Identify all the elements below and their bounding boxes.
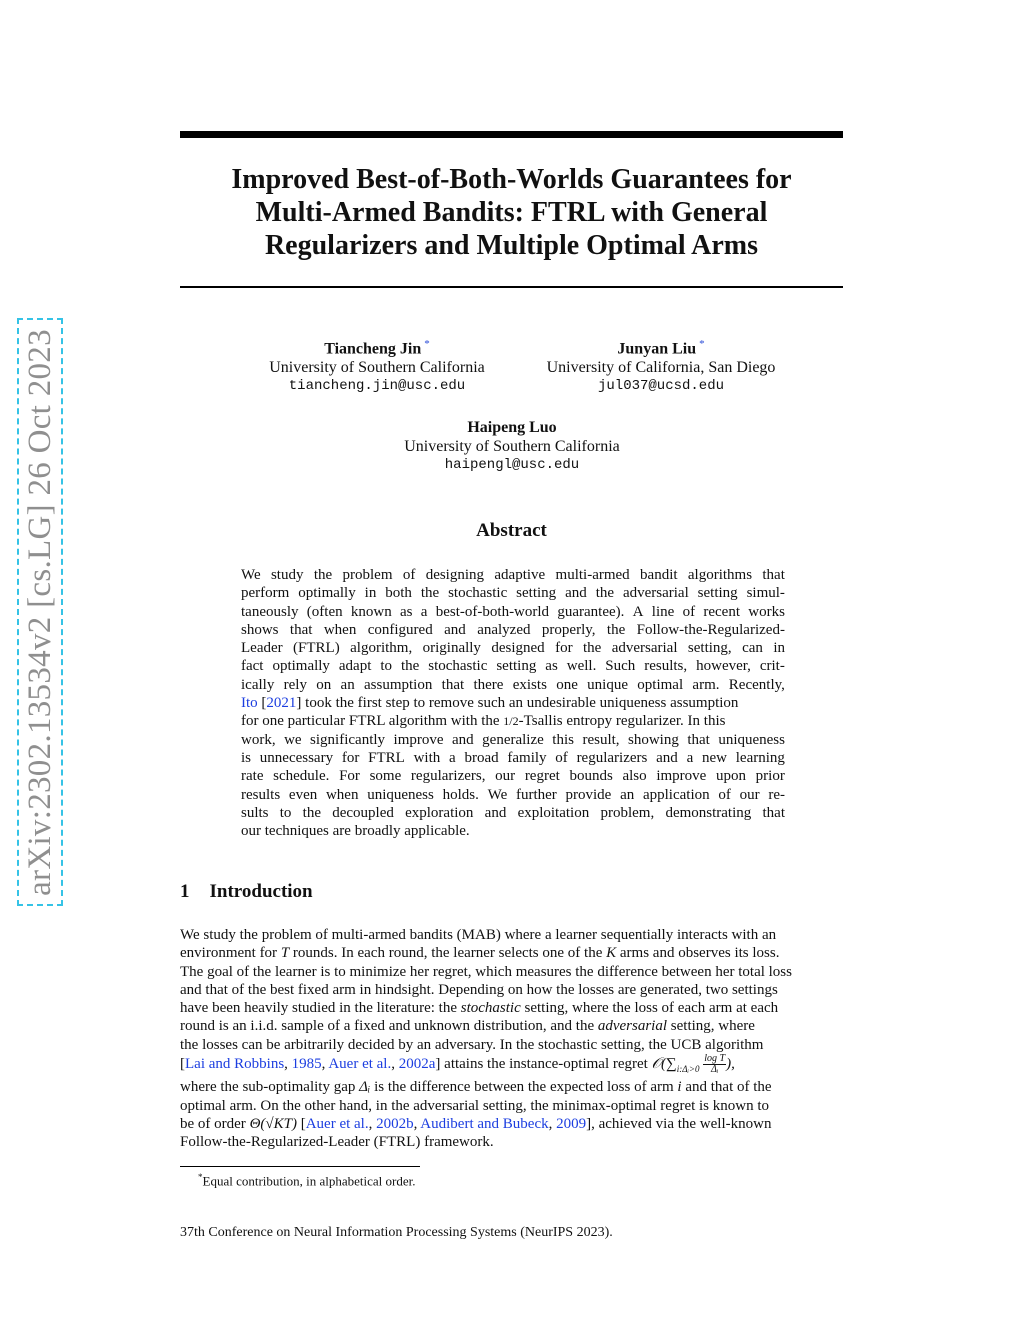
word: exploration	[405, 804, 474, 821]
word: of	[682, 603, 696, 620]
word: for	[341, 749, 360, 766]
word: assumption	[364, 676, 433, 693]
citation-link[interactable]: Ito	[241, 695, 258, 712]
word: the	[420, 585, 440, 602]
word: broad	[464, 749, 499, 766]
word: and	[452, 731, 474, 748]
citation-link[interactable]: Auer et al.	[305, 1115, 369, 1132]
word: of	[555, 749, 568, 766]
word: rate	[241, 768, 264, 785]
word: fact	[241, 658, 264, 675]
fraction-denominator: Δᵢ	[710, 1064, 719, 1076]
word: generalize	[482, 731, 544, 748]
word: algorithms	[687, 567, 753, 583]
word: that	[441, 676, 465, 693]
word: exists	[512, 676, 547, 693]
word: FTRL	[368, 749, 405, 766]
author-block-1	[232, 335, 522, 396]
word: an	[340, 676, 355, 693]
word: both	[385, 585, 412, 602]
emphasis-stochastic: stochastic	[460, 1000, 521, 1017]
arxiv-stamp	[17, 318, 63, 906]
word: schedule.	[273, 768, 330, 785]
abstract-line	[241, 657, 785, 675]
word: prior	[755, 768, 785, 785]
word: uniqueness	[367, 786, 434, 803]
author-name: Junyan Liu	[617, 340, 697, 358]
word: on	[316, 676, 332, 693]
word: one	[556, 676, 578, 693]
introduction-paragraph	[180, 926, 843, 1152]
word: holds.	[442, 786, 479, 803]
word: regularizers	[576, 749, 648, 766]
abstract-line	[241, 639, 785, 657]
word: exploitation	[517, 804, 590, 821]
word: bandit	[640, 567, 678, 583]
word: We	[241, 567, 261, 583]
word: when	[325, 786, 359, 803]
abstract-line	[241, 749, 785, 767]
footnote-rule	[180, 1166, 420, 1167]
abstract-line	[241, 804, 785, 822]
math-delta: Δᵢ	[359, 1079, 371, 1096]
abstract-line	[241, 676, 785, 694]
word: We	[487, 786, 508, 803]
word: significantly	[310, 731, 386, 748]
word: the	[595, 585, 615, 602]
citation-link[interactable]: 2002a	[398, 1056, 436, 1073]
word: adversarial	[622, 585, 689, 602]
word: unnecessary	[259, 749, 334, 766]
word: to	[279, 804, 292, 821]
author-name: Tiancheng Jin	[324, 340, 422, 358]
word: and	[484, 804, 507, 821]
fraction-numerator: log T	[704, 1053, 726, 1065]
abstract-line	[241, 566, 785, 584]
word: perform	[241, 585, 290, 602]
intro-line	[180, 1078, 843, 1096]
intro-line: optimal arm. On the other hand, in the adversarial setting, the minimax-optimal regret is known to	[180, 1097, 770, 1114]
word: and	[444, 621, 466, 638]
word: with	[413, 749, 441, 766]
word: however,	[696, 658, 751, 675]
abstract-line	[241, 731, 785, 749]
intro-line	[180, 1017, 843, 1035]
word: adaptive	[494, 567, 546, 583]
word: regularizers,	[410, 768, 486, 785]
word: can	[742, 640, 763, 657]
math-i: i	[677, 1079, 682, 1096]
author-affiliation: University of Southern California	[269, 359, 485, 377]
word: our	[495, 768, 516, 785]
author-affiliation: University of Southern California	[404, 438, 620, 455]
math-subscript: i:Δᵢ>0	[676, 1064, 700, 1075]
word: algorithm,	[350, 640, 413, 657]
word: is	[241, 749, 252, 766]
word: results,	[644, 658, 688, 675]
citation-link[interactable]: 1985	[291, 1056, 322, 1073]
title-bottom-rule	[180, 286, 843, 288]
section-number: 1	[180, 881, 190, 902]
word: problem,	[600, 804, 655, 821]
footnote-text: Equal contribution, in alphabetical order.	[202, 1173, 416, 1189]
word: uniqueness	[718, 731, 785, 748]
intro-text: rounds. In each round, the learner selects one of the	[292, 945, 603, 962]
word: for	[555, 640, 573, 657]
word: Recently,	[728, 676, 785, 693]
abstract-line	[241, 584, 785, 602]
word: in	[364, 585, 377, 602]
author-email: jul037@ucsd.edu	[597, 378, 725, 395]
word: problem	[342, 567, 393, 583]
word: properly,	[541, 621, 596, 638]
word: well.	[566, 658, 597, 675]
word: there	[473, 676, 504, 693]
word: that	[762, 567, 785, 583]
abstract-text: -Tsallis entropy regularizer. In this	[518, 713, 726, 730]
word: (FTRL)	[293, 640, 340, 657]
word: stochastic	[428, 658, 488, 675]
word: that	[289, 621, 313, 638]
abstract-line	[241, 712, 785, 730]
word: multi-armed	[555, 567, 630, 583]
math-O: 𝒪(∑	[651, 1056, 677, 1073]
word: and	[656, 749, 678, 766]
word: sults	[241, 804, 269, 821]
title-line: Regularizers and Multiple Optimal Arms	[264, 230, 759, 261]
word: in	[773, 640, 785, 657]
abstract-line	[241, 603, 785, 621]
word: originally	[422, 640, 481, 657]
citation-link[interactable]: Auer et al.	[328, 1056, 392, 1073]
word: of	[718, 786, 731, 803]
abstract-text: took the first step to remove such an undesirable uniqueness assumption	[305, 695, 739, 712]
abstract-line	[241, 621, 785, 639]
word: known	[350, 603, 392, 620]
regret-formula: $𝒪(\sum_{i:\Delta ᵢ>0}$ $\frac{\text{log T}}{\text{Δᵢ}}$ ),	[651, 1053, 735, 1076]
word: as	[545, 658, 558, 675]
title-top-rule	[180, 131, 843, 138]
citation-link[interactable]: 2021	[266, 695, 297, 712]
word: to	[380, 658, 392, 675]
word: Such	[605, 658, 636, 675]
word: simul-	[746, 585, 785, 602]
word: a	[420, 603, 428, 620]
intro-text: is the difference between the expected loss of arm	[374, 1079, 674, 1096]
footnote-mark: *	[198, 1172, 203, 1182]
intro-line	[180, 944, 843, 962]
citation-link[interactable]: 2009	[556, 1115, 587, 1132]
abstract-line	[241, 786, 785, 804]
word: regret	[524, 768, 560, 785]
word: re-	[768, 786, 785, 803]
word: arm.	[692, 676, 720, 693]
citation-link[interactable]: 2002b	[376, 1115, 414, 1132]
intro-line: Follow-the-Regularized-Leader (FTRL) framework.	[180, 1134, 494, 1151]
author-email: haipengl@usc.edu	[444, 457, 580, 473]
word: the	[606, 621, 626, 638]
intro-text: arms and observes its loss.	[619, 945, 780, 962]
abstract-text: for one particular FTRL algorithm with the	[241, 713, 500, 730]
word: A	[632, 603, 644, 620]
word: ically	[241, 676, 275, 693]
word: that	[762, 804, 785, 821]
word: works	[748, 603, 785, 620]
author-name: Haipeng Luo	[467, 419, 557, 436]
word: setting,	[687, 640, 732, 657]
intro-line: [Lai and Robbins, 1985, Auer et al., 2002a] attains the instance-optimal regret $𝒪(\sum_{i:\Delta ᵢ>0}$ $\frac{\text{log T}}{\text{Δᵢ}}$ ),	[180, 1053, 735, 1076]
word: rely	[283, 676, 307, 693]
word: guarantee).	[557, 603, 625, 620]
word: improve	[656, 768, 707, 785]
word: we	[284, 731, 302, 748]
word: even	[288, 786, 318, 803]
word: optimal	[637, 676, 684, 693]
title-line: Multi-Armed Bandits: FTRL with General	[255, 197, 768, 228]
word: work,	[241, 731, 276, 748]
word: setting	[697, 585, 738, 602]
abstract-line: Ito [2021] took the first step to remove such an undesirable uniqueness assumption	[241, 695, 739, 712]
word: shows	[241, 621, 279, 638]
word: improve	[393, 731, 444, 748]
word: a	[686, 749, 694, 766]
math-fraction	[703, 1054, 726, 1075]
tsallis-fraction: 1/2	[503, 714, 519, 729]
word: new	[702, 749, 727, 766]
intro-line: be of order Θ(√KT) [Auer et al., 2002b, Audibert and Bubeck, 2009], achieved via the well-known	[180, 1115, 772, 1132]
intro-text: have been heavily studied in the literature: the	[180, 1000, 457, 1017]
word: setting	[496, 658, 537, 675]
word: when	[323, 621, 357, 638]
intro-line	[180, 999, 843, 1017]
word: that	[687, 731, 710, 748]
emphasis-adversarial: adversarial	[597, 1018, 668, 1035]
equal-contribution-mark[interactable]: *	[424, 338, 430, 350]
word: (often	[306, 603, 343, 620]
word: Follow-the-Regularized-	[636, 621, 785, 638]
section-heading	[180, 881, 313, 903]
paper-title	[180, 163, 843, 262]
title-line: Improved Best-of-Both-Worlds Guarantees for	[231, 164, 792, 195]
word: as	[400, 603, 413, 620]
word: analyzed	[477, 621, 531, 638]
intro-text: setting, where	[670, 1018, 755, 1035]
word: taneously	[241, 603, 299, 620]
intro-text: round is an i.i.d. sample of a fixed and unknown distribution, and the	[180, 1018, 595, 1035]
word: setting	[516, 585, 557, 602]
word: showing	[628, 731, 679, 748]
word: For	[339, 768, 360, 785]
intro-text: where the sub-optimality gap	[180, 1079, 356, 1096]
word: family	[507, 749, 547, 766]
word: adapt	[338, 658, 372, 675]
word: demonstrating	[665, 804, 752, 821]
word: optimally	[272, 658, 330, 675]
intro-text: environment for	[180, 945, 278, 962]
math-K: K	[606, 945, 617, 962]
word: application	[642, 786, 710, 803]
word: line	[651, 603, 675, 620]
intro-text: , achieved via the well-known	[591, 1115, 772, 1132]
word: results	[241, 786, 281, 803]
author-block-2	[530, 335, 792, 396]
section-title: Introduction	[209, 881, 313, 902]
word: bounds	[569, 768, 613, 785]
intro-text: be of order	[180, 1115, 246, 1132]
word: adversarial	[611, 640, 678, 657]
word: and	[565, 585, 587, 602]
abstract-line	[241, 767, 785, 785]
word: best-of-both-world	[435, 603, 550, 620]
word: provide	[565, 786, 612, 803]
word: our	[739, 786, 760, 803]
word: also	[622, 768, 647, 785]
conference-note: 37th Conference on Neural Information Processing Systems (NeurIPS 2023).	[180, 1225, 613, 1240]
abstract-line: our techniques are broadly applicable.	[241, 823, 470, 840]
equal-contribution-mark[interactable]: *	[699, 338, 705, 350]
intro-text: setting, where the loss of each arm at each	[524, 1000, 779, 1017]
word: crit-	[759, 658, 785, 675]
word: Leader	[241, 640, 283, 657]
word: some	[369, 768, 402, 785]
word: result,	[582, 731, 620, 748]
word: the	[302, 804, 321, 821]
author-email: tiancheng.jin@usc.edu	[288, 378, 466, 395]
citation-link[interactable]: Lai and Robbins	[185, 1056, 285, 1073]
word: recent	[703, 603, 740, 620]
word: unique	[587, 676, 628, 693]
intro-text: attains the instance-optimal regret	[444, 1056, 648, 1073]
intro-text: and that of the	[685, 1079, 772, 1096]
word: learning	[735, 749, 785, 766]
word: optimally	[298, 585, 356, 602]
word: this	[552, 731, 574, 748]
word: configured	[367, 621, 433, 638]
arxiv-id: arXiv:2302.13534v2 [cs.LG] 26 Oct 2023	[21, 328, 58, 896]
citation-link[interactable]: Audibert and Bubeck	[420, 1115, 549, 1132]
intro-line: the losses can be arbitrarily decided by an adversary. In the stochastic setting, the UCB algorithm	[180, 1036, 764, 1053]
math-theta: Θ(√KT)	[249, 1115, 297, 1132]
intro-line: and that of the best fixed arm in hindsight. Depending on how the losses are generated, two settings	[180, 981, 778, 998]
word: of	[402, 567, 416, 583]
word: the	[400, 658, 420, 675]
math-T: T	[280, 945, 290, 962]
abstract-heading: Abstract	[476, 520, 547, 541]
word: designing	[425, 567, 485, 583]
author-block-3	[361, 418, 663, 475]
intro-line: We study the problem of multi-armed bandits (MAB) where a learner sequentially interacts with an	[180, 927, 777, 943]
word: further	[515, 786, 557, 803]
word: a	[449, 749, 456, 766]
abstract-body	[241, 566, 785, 840]
word: the	[582, 640, 602, 657]
footnote	[198, 1172, 416, 1189]
word: the	[313, 567, 333, 583]
word: designed	[491, 640, 545, 657]
word: stochastic	[448, 585, 508, 602]
word: decoupled	[332, 804, 394, 821]
word: an	[620, 786, 635, 803]
author-affiliation: University of California, San Diego	[546, 359, 776, 377]
word: upon	[716, 768, 746, 785]
word: study	[270, 567, 304, 583]
intro-line: The goal of the learner is to minimize her regret, which measures the difference between her total loss	[180, 963, 792, 980]
